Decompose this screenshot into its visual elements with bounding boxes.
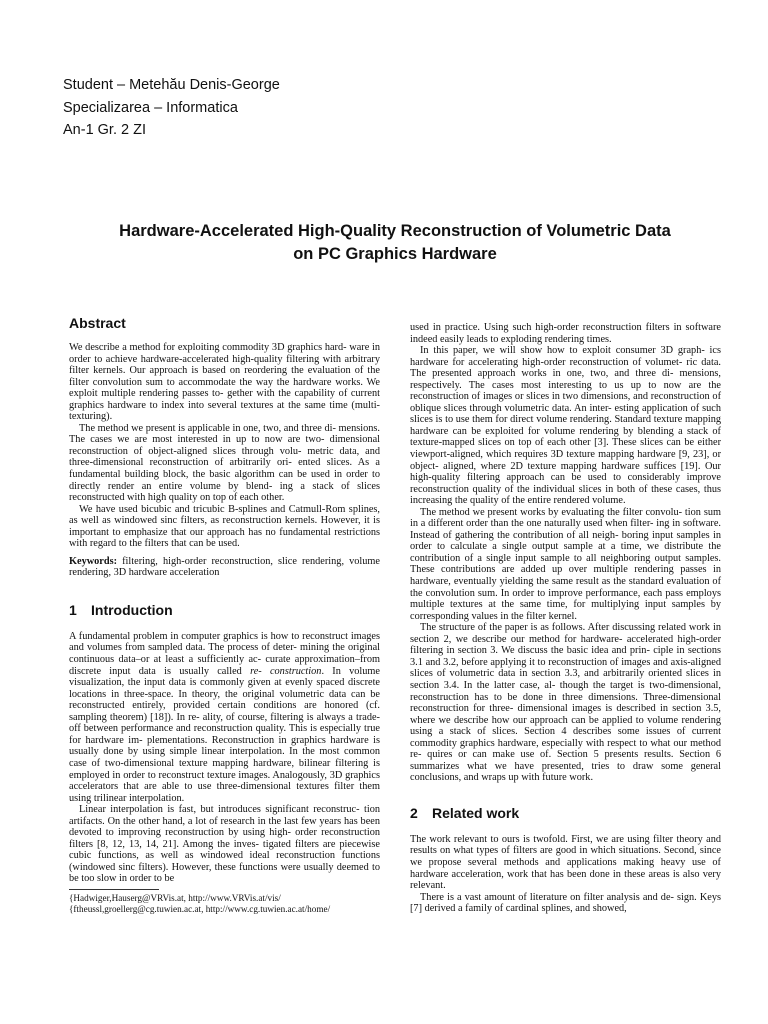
right-paragraph-4: The structure of the paper is as follows. After discussing related work in section 2, we describe our method for hardware- accelerated high-order filtering in section 3. We discuss the basic idea and prin- ciple in sections 3.1 and 3.2, before applying it to reconstruction of images and axis-aligned slices of volumetric data in section 3.3, and arbitrarily oriented slices in section 3.4. In the latter case, al- though the target is two-dimensional, reconstruction has to be done in three dimensions. Three-dimensional reconstruction for three- dimensional images is described in section 3.5, where we describe how our approach can be applied to volume rendering using a stack of slices. Section 4 describes some issues of current commodity graphics hardware, especially with respect to what our method re- quires or can make use of. Section 5 presents results. Section 6 summarizes what we have presented, tries to draw some general conclusions, and wraps up with future work. [410, 622, 721, 784]
footnote-2: {ftheussl,groellerg@cg.tuwien.ac.at, http://www.cg.tuwien.ac.at/home/ [69, 903, 331, 914]
right-paragraph-2: In this paper, we will show how to exploit consumer 3D graph- ics hardware for accelerating high-order reconstruction of volumet- ric data. The presented approach works in one, two, and three di- mensions, respectively. The cases most interesting to us up to now are the reconstruction of images or slices in two dimensions, and reconstruction of oblique slices through volumetric data. An inter- esting application of such slices is to use them for direct volume rendering. Standard texture mapping hardware can be exploited for volume rendering by blending a stack of texture-mapped slices on top of each other [3]. These slices can be either viewport-aligned, which requires 3D texture mapping hardware [9, 23], or object- aligned, where 2D texture mapping hardware suffices [19]. Our high-quality filtering approach can be used to considerably improve reconstruction quality of the individual slices in both of these cases, thus increasing the quality of the entire rendered volume. [410, 345, 721, 507]
keywords-text: filtering, high-order reconstruction, slice rendering, volume rendering, 3D hardware acceleration [69, 555, 380, 579]
introduction-emphasis: re- construction [250, 665, 322, 677]
keywords-line [69, 556, 380, 579]
introduction-text-b: . In volume visualization, the input data is commonly given at evenly spaced discrete locations in three-space. In theory, the original volumetric data can be reconstructed entirely, provided certain conditions are honored (cf. sampling theorem) [18]). In re- ality, of course, filtering is always a trade-off between performance and reconstruction quality. This is especially true for hardware im- plementations. Reconstruction in graphics hardware is usually done by using simple linear interpolation. In the most common case of two-dimensional texture mapping hardware, bilinear filtering is employed in order to reconstruct texture images. Analogously, 3D graphics accelerators that are able to use three-dimensional textures filter them using trilinear interpolation. [69, 665, 381, 804]
right-paragraph-1: used in practice. Using such high-order reconstruction filters in software indeed easily leads to exploding rendering times. [410, 322, 721, 345]
paper-title-line-1: Hardware-Accelerated High-Quality Reconstruction of Volumetric Data [119, 222, 671, 240]
related-work-heading [410, 804, 721, 822]
abstract-paragraph-2: The method we present is applicable in one, two, and three di- mensions. The cases we are most interested in up to now are two- dimensional reconstruction of object-aligned slices through volu- metric data, and three-dimensional reconstruction of arbitrarily ori- ented slices. As a fundamental building block, the basic algorithm can be used in order to directly render an entire volume by blend- ing a stack of slices reconstructed with high quality on top of each other. [69, 422, 380, 504]
related-work-number: 2 [410, 804, 418, 821]
student-info [63, 74, 280, 142]
introduction-text-a: A fundamental problem in computer graphics is how to reconstruct images and volumes from sampled data. The process of deter- mining the original continuous data–or at least a sufficiently ac- curate approximation–from discrete input data is usually called [69, 630, 380, 677]
introduction-paragraph-1 [69, 631, 380, 804]
paper-title [60, 220, 730, 266]
paper-title-line-2: on PC Graphics Hardware [293, 245, 497, 263]
footnote-1: {Hadwiger,Hauserg@VRVis.at, http://www.VRVis.at/vis/ [69, 892, 281, 903]
abstract-heading: Abstract [69, 315, 126, 331]
introduction-number: 1 [69, 601, 77, 618]
footnote-divider [69, 889, 159, 890]
introduction-title: Introduction [91, 601, 173, 618]
student-specialization: Specializarea – Informatica [63, 99, 238, 116]
introduction-heading [69, 601, 380, 619]
abstract-paragraph-3: We have used bicubic and tricubic B-splines and Catmull-Rom splines, as well as windowed sinc filters, as reconstruction kernels. However, it is important to emphasize that our approach has no fundamental restrictions with regard to the filters that can be used. [69, 503, 380, 550]
right-column [410, 322, 721, 915]
student-group: An-1 Gr. 2 ZI [63, 122, 146, 138]
related-work-paragraph-2: There is a vast amount of literature on filter analysis and de- sign. Keys [7] derived a family of cardinal splines, and showed, [410, 891, 721, 915]
introduction-paragraph-2: Linear interpolation is fast, but introduces significant reconstruc- tion artifacts. On the other hand, a lot of research in the last few years has been devoted to improving reconstruction by using high- order reconstruction filters [8, 12, 13, 14, 21]. Among the inves- tigated filters are piecewise cubic functions, as well as windowed ideal reconstruction functions (windowed sinc filters). However, these functions were usually deemed to be too slow in order to be [69, 804, 380, 885]
related-work-paragraph-1: The work relevant to ours is twofold. First, we are using filter theory and results on what types of filters are good in which situations. Second, since we propose several methods and applications making heavy use of hardware acceleration, work that has been done in these areas is also very relevant. [410, 833, 721, 892]
student-name: Student – Metehău Denis-George [63, 77, 280, 93]
left-column [69, 314, 380, 915]
abstract-paragraph-1: We describe a method for exploiting commodity 3D graphics hard- ware in order to achieve hardware-accelerated high-quality filtering with arbitrary filter kernels. Our approach is based on reordering the evaluation of the filter convolution sum to accommodate the way the hardware works. We exploit multiple rendering passes to- gether with the capability of current graphics hardware to index into several textures at the same time (multi-texturing). [69, 342, 380, 423]
related-work-title: Related work [432, 804, 520, 821]
keywords-label: Keywords: [69, 555, 118, 567]
right-paragraph-3: The method we present works by evaluating the filter convolu- tion sum in a different order than the one naturally used when filter- ing in software. Instead of gathering the contribution of all neigh- boring input samples in order to calculate a single output sample at a time, we distribute the contribution of a single input sample to all neighboring output samples. These contributions are added up over multiple rendering passes in hardware, eventually yielding the same result as the standard evaluation of the convolution sum. In order to improve performance, each pass employs multiple textures at the same time, for multiplying input samples by corresponding values in the filter kernel. [410, 506, 721, 622]
